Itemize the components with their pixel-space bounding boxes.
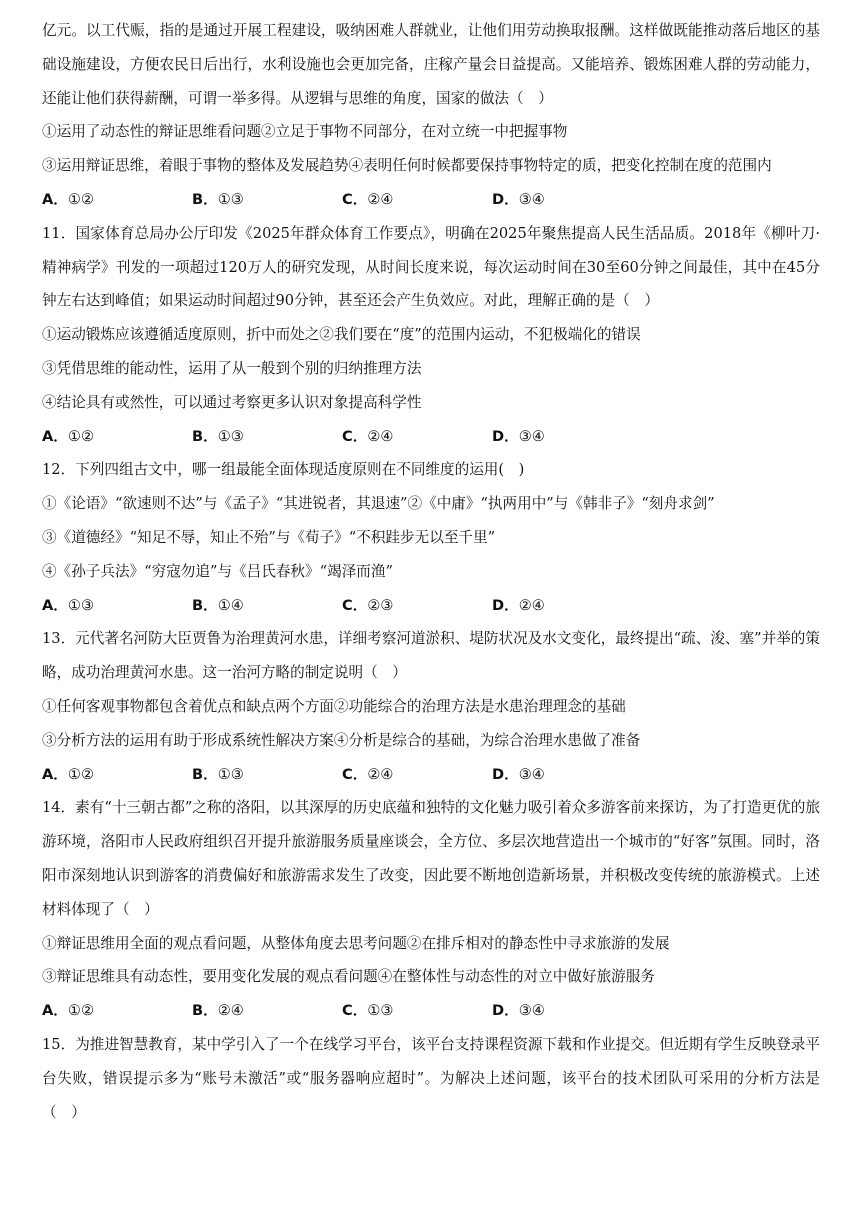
question-14 [42, 791, 820, 1028]
question-stem: 15．为推进智慧教育，某中学引入了一个在线学习平台，该平台支持课程资源下载和作业提交。但近期有学生反映登录平台失败，错误提示多为“账号未激活”或“服务器响应超时”。为解决上述问题，该平台的技术团队可采用的分析方法是（ ） [42, 1035, 820, 1121]
option-c: C．②③ [342, 596, 394, 614]
option-b: B．①③ [192, 427, 244, 445]
option-c: C．②④ [342, 190, 394, 208]
answer-options [42, 758, 820, 792]
option-d: D．②④ [492, 596, 545, 614]
option-c: C．②④ [342, 765, 394, 783]
question-stem: 14．素有“十三朝古都”之称的洛阳，以其深厚的历史底蕴和独特的文化魅力吸引着众多游客前来探访，为了打造更优的旅游环境，洛阳市人民政府组织召开提升旅游服务质量座谈会，全方位、多层次地营造出一个城市的“好客”氛围。同时，洛阳市深刻地认识到游客的消费偏好和旅游需求发生了改变，因此要不断地创造新场景，并积极改变传统的旅游模式。上述材料体现了（ ） [42, 799, 820, 918]
option-b: B．①④ [192, 596, 244, 614]
statement-line: ①运动锻炼应该遵循适度原则，折中而处之②我们要在“度”的范围内运动，不犯极端化的错误 [42, 326, 641, 344]
statement-line: ④《孙子兵法》“穷寇勿追”与《吕氏春秋》“竭泽而渔” [42, 562, 393, 580]
option-b: B．①③ [192, 190, 244, 208]
statement-line: ①辩证思维用全面的观点看问题，从整体角度去思考问题②在排斥相对的静态性中寻求旅游的发展 [42, 934, 670, 952]
question-stem: 13．元代著名河防大臣贾鲁为治理黄河水患，详细考察河道淤积、堤防状况及水文变化，最终提出“疏、浚、塞”并举的策略，成功治理黄河水患。这一治河方略的制定说明（ ） [42, 630, 820, 682]
statement-line: ①运用了动态性的辩证思维看问题②立足于事物不同部分，在对立统一中把握事物 [42, 123, 568, 141]
question-number: 15． [42, 1035, 76, 1053]
answer-options [42, 994, 820, 1028]
option-c: C．②④ [342, 427, 394, 445]
answer-options [42, 589, 820, 623]
question-stem: 亿元。以工代赈，指的是通过开展工程建设，吸纳困难人群就业，让他们用劳动换取报酬。这样做既能推动落后地区的基础设施建设，方便农民日后出行，水利设施也会更加完备，庄稼产量会日益提高。又能培养、锻炼困难人群的劳动能力，还能让他们获得薪酬，可谓一举多得。从逻辑与思维的角度，国家的做法（ ） [42, 22, 820, 107]
question-10-continued [42, 14, 820, 217]
option-c: C．①③ [342, 1002, 394, 1020]
option-a: A．①② [42, 765, 95, 783]
question-number: 12． [42, 461, 76, 479]
option-a: A．①② [42, 190, 95, 208]
option-d: D．③④ [492, 427, 545, 445]
statement-line: ③《道德经》“知足不辱，知止不殆”与《荀子》“不积跬步无以至千里” [42, 528, 496, 546]
option-a: A．①② [42, 1002, 95, 1020]
statement-line: ③凭借思维的能动性，运用了从一般到个别的归纳推理方法 [42, 359, 422, 377]
question-15 [42, 1028, 820, 1129]
option-a: A．①③ [42, 596, 95, 614]
question-number: 14． [42, 799, 76, 817]
option-d: D．③④ [492, 1002, 545, 1020]
question-number: 11． [42, 224, 76, 242]
question-number: 13． [42, 630, 76, 648]
question-stem: 11．国家体育总局办公厅印发《2025年群众体育工作要点》，明确在2025年聚焦提高人民生活品质。2018年《柳叶刀·精神病学》刊发的一项超过120万人的研究发现，从时间长度来说，每次运动时间在30至60分钟之间最佳，其中在45分钟左右达到峰值；如果运动时间超过90分钟，甚至还会产生负效应。对此，理解正确的是（ ） [42, 224, 821, 310]
statement-line: ③辩证思维具有动态性，要用变化发展的观点看问题④在整体性与动态性的对立中做好旅游服务 [42, 968, 655, 986]
option-d: D．③④ [492, 765, 545, 783]
question-13 [42, 622, 820, 791]
option-a: A．①② [42, 427, 95, 445]
option-b: B．①③ [192, 765, 244, 783]
question-12 [42, 453, 820, 622]
question-11 [42, 217, 820, 454]
answer-options [42, 183, 820, 217]
statement-line: ④结论具有或然性，可以通过考察更多认识对象提高科学性 [42, 393, 422, 411]
statement-line: ③运用辩证思维，着眼于事物的整体及发展趋势④表明任何时候都要保持事物特定的质，把变化控制在度的范围内 [42, 157, 772, 175]
question-stem: 12．下列四组古文中，哪一组最能全面体现适度原则在不同维度的运用( ) [42, 461, 525, 479]
option-d: D．③④ [492, 190, 545, 208]
statement-line: ①任何客观事物都包含着优点和缺点两个方面②功能综合的治理方法是水患治理理念的基础 [42, 697, 626, 715]
statement-line: ③分析方法的运用有助于形成系统性解决方案④分析是综合的基础，为综合治理水患做了准备 [42, 731, 641, 749]
option-b: B．②④ [192, 1002, 244, 1020]
answer-options [42, 420, 820, 454]
statement-line: ①《论语》“欲速则不达”与《孟子》“其进锐者，其退速”②《中庸》“执两用中”与《韩非子》“刻舟求剑” [42, 495, 715, 513]
